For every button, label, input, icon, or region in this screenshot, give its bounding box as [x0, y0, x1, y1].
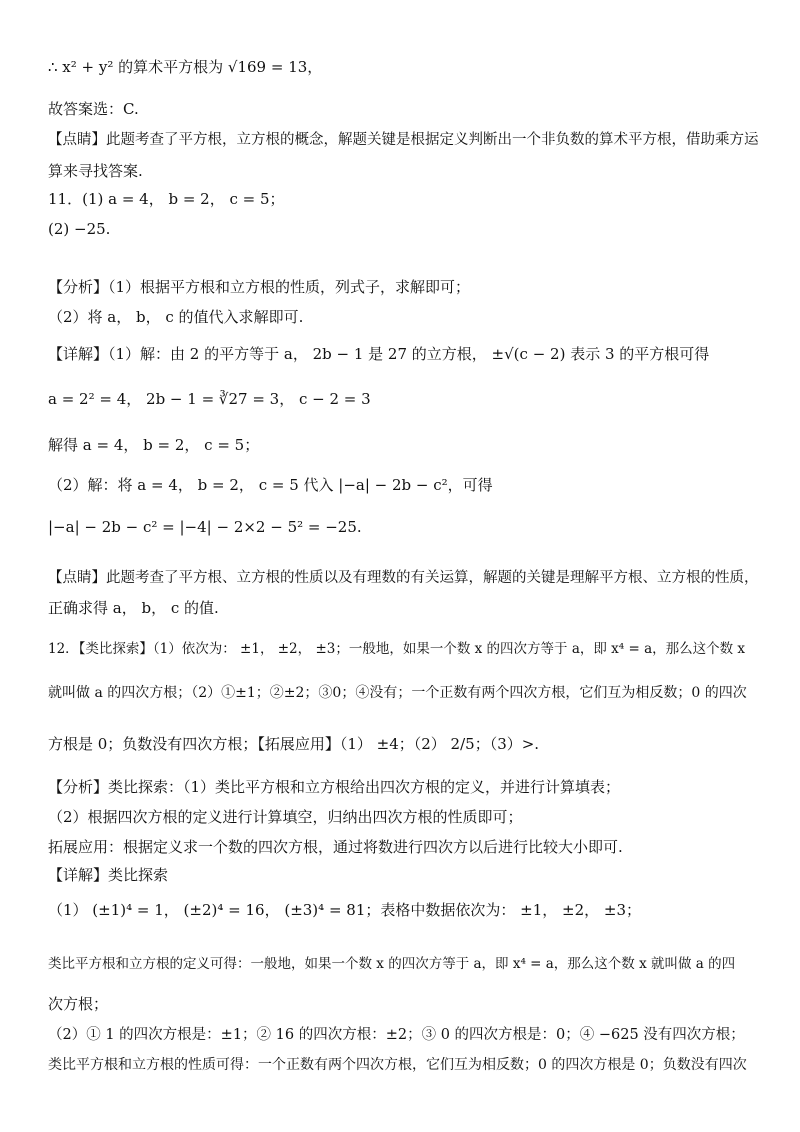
text-line: |−a| − 2b − c² = |−4| − 2×2 − 5² = −25. [48, 518, 362, 536]
text-line: （2）① 1 的四次方根是：±1；② 16 的四次方根：±2；③ 0 的四次方根是：0；④ −625 没有四次方根； [48, 1027, 745, 1043]
text-line: 【分析】类比探索：（1）类比平方根和立方根给出四次方根的定义，并进行计算填表； [48, 778, 621, 796]
text-line: 【详解】类比探索 [48, 866, 169, 884]
text-line: 就叫做 a 的四次方根；（2）①±1；②±2；③0；④没有；一个正数有两个四次方根，它们互为相反数；0 的四次 [48, 685, 747, 701]
text-line: 12．【类比探索】（1）依次为： ±1， ±2， ±3；一般地，如果一个数 x 的四次方等于 a，即 x⁴ = a，那么这个数 x [48, 641, 746, 657]
text-line: （2）将 a， b， c 的值代入求解即可. [48, 308, 304, 326]
text-line: 11．(1) a = 4， b = 2， c = 5； [48, 190, 285, 208]
text-line: 解得 a = 4， b = 2， c = 5； [48, 436, 260, 454]
text-line: 次方根； [48, 995, 109, 1013]
text-line: 【分析】（1）根据平方根和立方根的性质，列式子，求解即可； [48, 278, 471, 296]
text-line: a = 2² = 4， 2b − 1 = ∛27 = 3， c − 2 = 3 [48, 390, 371, 408]
text-line: 拓展应用：根据定义求一个数的四次方根，通过将数进行四次方以后进行比较大小即可. [48, 838, 623, 856]
text-line: 【点睛】此题考查了平方根、立方根的性质以及有理数的有关运算，解题的关键是理解平方根、立方根的性质， [48, 570, 759, 586]
text-line: (2) −25. [48, 220, 111, 238]
text-line: 方根是 0；负数没有四次方根；【拓展应用】（1） ±4；（2） 2/5；（3）>. [48, 735, 540, 753]
text-line: ∴ x² + y² 的算术平方根为 √169 = 13， [48, 58, 323, 76]
text-line: 故答案选：C. [48, 100, 139, 118]
text-line: （1） (±1)⁴ = 1， (±2)⁴ = 16， (±3)⁴ = 81；表格中数据依次为： ±1， ±2， ±3； [48, 901, 642, 919]
text-line: 类比平方根和立方根的性质可得：一个正数有两个四次方根，它们互为相反数；0 的四次方根是 0；负数没有四次 [48, 1057, 747, 1073]
text-line: 正确求得 a， b， c 的值. [48, 599, 219, 617]
text-line: 【详解】（1）解：由 2 的平方等于 a， 2b − 1 是 27 的立方根， ±√(c − 2) 表示 3 的平方根可得 [48, 345, 710, 363]
text-line: 算来寻找答案. [48, 162, 143, 180]
text-line: 【点睛】此题考查了平方根，立方根的概念，解题关键是根据定义判断出一个非负数的算术平方根，借助乘方运 [48, 132, 759, 148]
text-line: （2）解：将 a = 4， b = 2， c = 5 代入 |−a| − 2b − c²，可得 [48, 476, 493, 494]
text-line: （2）根据四次方根的定义进行计算填空，归纳出四次方根的性质即可； [48, 808, 523, 826]
text-line: 类比平方根和立方根的定义可得：一般地，如果一个数 x 的四次方等于 a，即 x⁴ = a，那么这个数 x 就叫做 a 的四 [48, 956, 736, 972]
